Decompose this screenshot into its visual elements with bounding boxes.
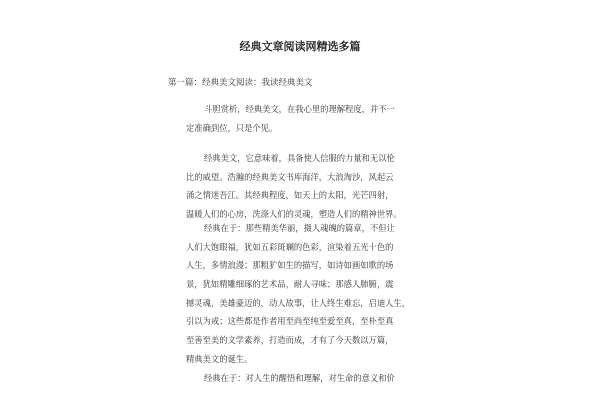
paragraph-line: 撼灵魂，美雄豪迈的，动人故事，让人终生难忘，启迪人生，: [186, 297, 411, 308]
paragraph-line: 经典在于：对人生的醒悟和理解，对生命的意义和价: [204, 372, 395, 383]
paragraph-line: 经典在于：那些精美华丽，摄人魂魄的篇章，不但让: [204, 223, 395, 233]
paragraph-line: 涌之情迷吾江。其经典程度，如天上的太阳，光芒四射，: [186, 190, 394, 201]
paragraph-line: 人生，多情浪漫；那粗犷如生的描写，如诗如画如歌的场: [186, 260, 394, 271]
paragraph-line: 引以为戒；这些都是作者用至尚至纯至爱至真，至朴至真: [186, 316, 394, 327]
paragraph-line: 比的威望。浩瀚的经典美文书库海洋，大浪淘沙，风起云: [186, 171, 394, 182]
paragraph-line: 经典美文，它意味着，具备使人信服的力量和无以伦: [204, 153, 395, 163]
paragraph-2: [186, 149, 426, 224]
paragraph-1: [186, 100, 426, 137]
paragraph-line: 景，犹如精雕细琢的艺术品，耐人寻味；那感人肺腑，震: [186, 279, 394, 290]
paragraph-line: 温暖人们的心房，洗涤人们的灵魂，塑造人们的精神世界。: [186, 209, 402, 220]
paragraph-3: [186, 219, 426, 387]
paragraph-line: 定准确到位，只是个见。: [186, 122, 278, 133]
paragraph-line: 斗胆赏析，经典美文，在我心里的理解程度，并不一: [204, 104, 395, 114]
paragraph-line: 精典美文的诞生。: [186, 353, 253, 364]
paragraph-line: 至善至美的文学素养，打造而成，才有了今天数以万篇，: [186, 335, 394, 346]
paragraph-line: 人们大饱眼福，犹如五彩斑斓的色彩，渲染着五光十色的: [186, 241, 394, 252]
document-title: 经典文章阅读网精选多篇: [239, 40, 361, 53]
section-heading: 第一篇：经典美文阅读：我读经典美文: [168, 78, 313, 88]
